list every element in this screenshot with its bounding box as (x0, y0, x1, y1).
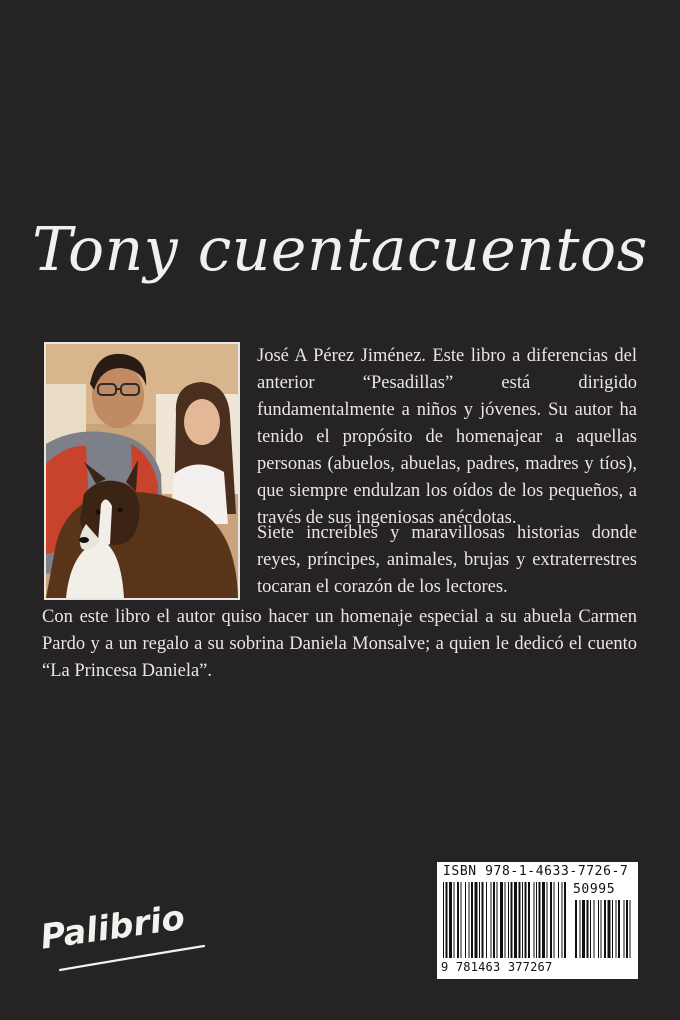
price-code: 50995 (573, 882, 616, 897)
description-paragraph-3: Con este libro el autor quiso hacer un homenaje especial a su abuela Carmen Pardo y a un regalo a su sobrina Daniela Monsalve; a quien le dedicó el cuento “La Princesa Daniela”. (42, 607, 637, 681)
description-paragraph-2: Siete increíbles y maravillosas historias donde reyes, príncipes, animales, brujas y extraterrestres tocaran el corazón de los lectores. (257, 523, 637, 597)
author-photo (44, 342, 240, 600)
book-title: Tony cuentacuentos (32, 215, 648, 285)
isbn-barcode (437, 862, 638, 979)
description-paragraph-1: José A Pérez Jiménez. Este libro a diferencias del anterior “Pesadillas” está dirigido fundamentalmente a niños y jóvenes. Su autor ha tenido el propósito de homenajear a aquellas personas (abuelos, abuelas, padres, madres y tíos), que siempre endulzan los oídos de los pequeños, a través de sus ingeniosas anécdotas. (257, 346, 637, 528)
isbn-digits: 9 781463 377267 (441, 960, 553, 974)
publisher-logo: Palibrio (38, 897, 188, 958)
isbn-label: ISBN 978-1-4633-7726-7 (443, 864, 629, 879)
publisher-logo-swash (58, 940, 208, 976)
